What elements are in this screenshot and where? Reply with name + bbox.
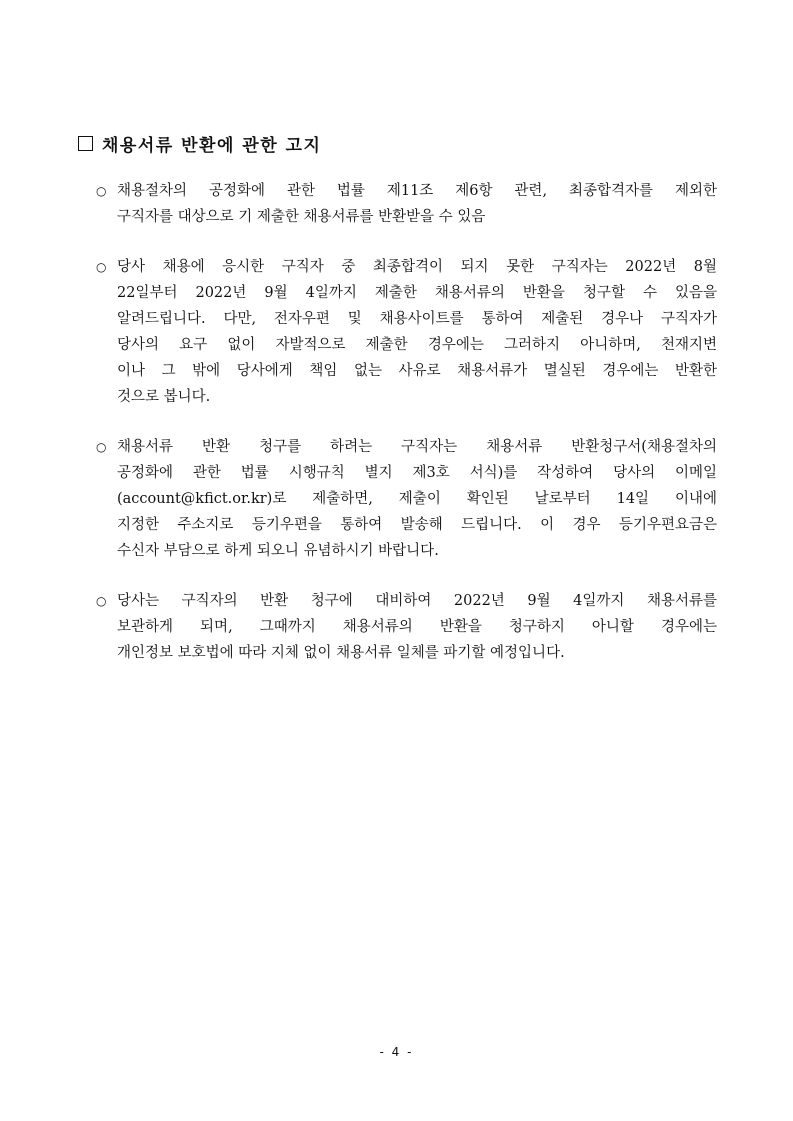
bullet-circle-icon: ○ (96, 594, 107, 608)
bullet-circle-icon: ○ (96, 440, 107, 454)
text-line: (account@kfict.or.kr)로 제출하면, 제출이 확인된 날로부터 14일 이내에 (117, 491, 717, 507)
list-item-text (117, 254, 721, 410)
text-line: 당사 채용에 응시한 구직자 중 최종합격이 되지 못한 구직자는 2022년 8월 (117, 259, 717, 275)
text-line: 것으로 봅니다. (117, 389, 211, 405)
text-line: 당사의 요구 없이 자발적으로 제출한 경우에는 그러하지 아니하며, 천재지변 (117, 337, 717, 353)
text-line: 이나 그 밖에 당사에게 책임 없는 사유로 채용서류가 멸실된 경우에는 반환한 (117, 363, 717, 379)
text-line: 구직자를 대상으로 기 제출한 채용서류를 반환받을 수 있음 (117, 209, 486, 225)
bullet-circle-icon: ○ (96, 184, 107, 198)
text-line: 채용절차의 공정화에 관한 법률 제11조 제6항 관련, 최종합격자를 제외한 (117, 183, 717, 199)
text-line: 지정한 주소지로 등기우편을 통하여 발송해 드립니다. 이 경우 등기우편요금은 (117, 517, 717, 533)
text-line: 공정화에 관한 법률 시행규칙 별지 제3호 서식)를 작성하여 당사의 이메일 (117, 465, 717, 481)
section-heading (78, 131, 321, 156)
section-title: 채용서류 반환에 관한 고지 (102, 136, 322, 156)
list-item-text (117, 178, 721, 230)
page-number: - 4 - (379, 1045, 414, 1059)
list-item-text (117, 588, 721, 666)
list-item (96, 254, 721, 410)
text-line: 당사는 구직자의 반환 청구에 대비하여 2022년 9월 4일까지 채용서류를 (117, 593, 717, 609)
text-line: 22일부터 2022년 9월 4일까지 제출한 채용서류의 반환을 청구할 수 있음을 (117, 285, 717, 301)
list-item-text (117, 434, 721, 564)
list-item (96, 588, 721, 666)
notice-list (96, 178, 721, 690)
text-line: 수신자 부담으로 하게 되오니 유념하시기 바랍니다. (117, 543, 439, 559)
bullet-circle-icon: ○ (96, 260, 107, 274)
checkbox-icon (78, 136, 93, 151)
list-item (96, 178, 721, 230)
text-line: 알려드립니다. 다만, 전자우편 및 채용사이트를 통하여 제출된 경우나 구직자가 (117, 311, 717, 327)
text-line: 보관하게 되며, 그때까지 채용서류의 반환을 청구하지 아니할 경우에는 (117, 619, 717, 635)
text-line: 개인정보 보호법에 따라 지체 없이 채용서류 일체를 파기할 예정입니다. (117, 645, 565, 661)
list-item (96, 434, 721, 564)
text-line: 채용서류 반환 청구를 하려는 구직자는 채용서류 반환청구서(채용절차의 (117, 439, 717, 455)
